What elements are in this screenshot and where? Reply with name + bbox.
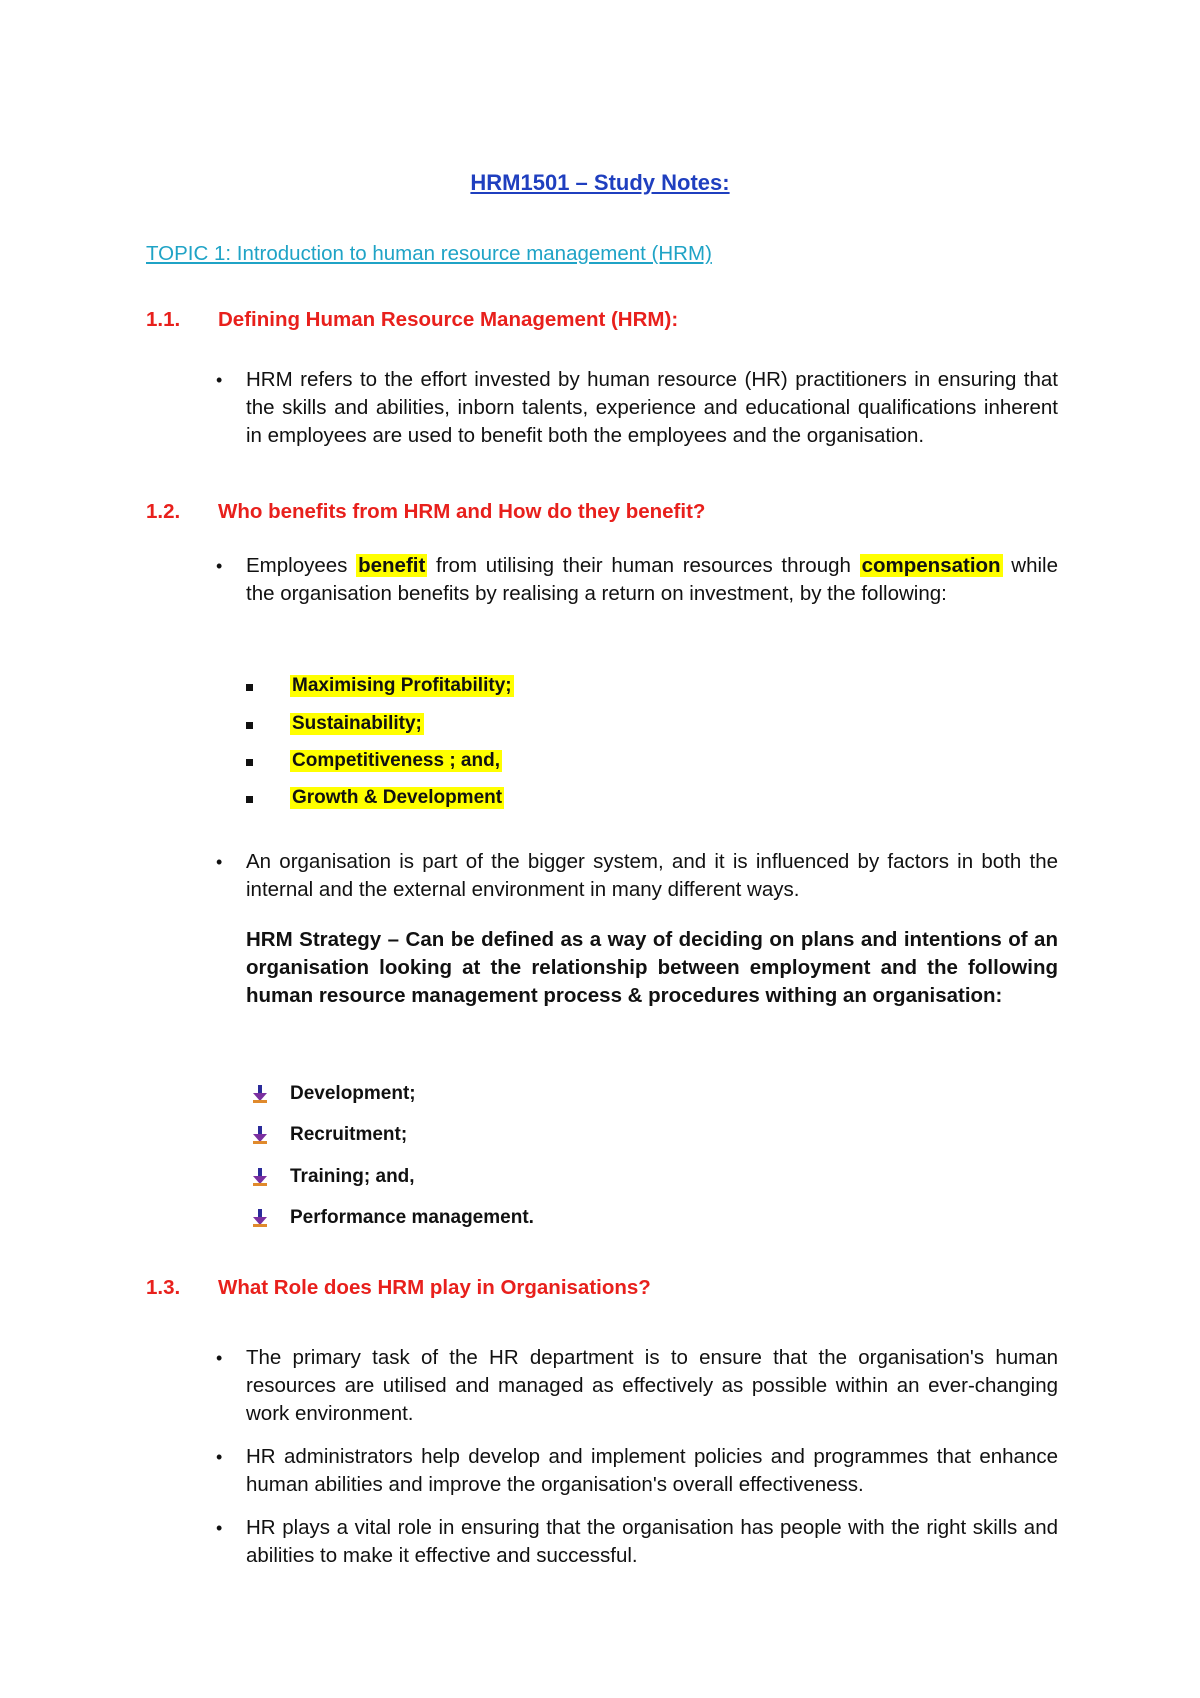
list-item-text: Development; (290, 1083, 416, 1104)
bullet-glyph: • (216, 556, 223, 576)
section-title: Defining Human Resource Management (HRM): (218, 308, 679, 331)
paragraph-who-benefits (246, 552, 1058, 608)
paragraph-hr-administrators: HR administrators help develop and implement policies and programmes that enhance human abilities and improve the organisation's overall effectiveness. (246, 1445, 1058, 1496)
paragraph-organisation-system: An organisation is part of the bigger system, and it is influenced by factors in both the internal and the external environment in many different ways. (246, 850, 1058, 901)
list-item-text: Training; and, (290, 1166, 415, 1187)
arrow-bullet-icon (252, 1168, 268, 1186)
list-item-text: Competitiveness ; and, (292, 750, 500, 771)
section-title: What Role does HRM play in Organisations? (218, 1276, 651, 1299)
list-item-text: Growth & Development (292, 787, 503, 808)
square-bullet-icon (246, 684, 253, 691)
highlighted-word: compensation (861, 554, 1001, 577)
topic-heading: TOPIC 1: Introduction to human resource management (HRM) (146, 242, 712, 265)
list-item-text: Recruitment; (290, 1124, 408, 1145)
paragraph-hrm-definition: HRM refers to the effort invested by human resource (HR) practitioners in ensuring that the skills and abilities, inborn talents, experience and educational qualifications inherent in employees are used to benefit both the employees and the organisation. (246, 368, 1058, 447)
list-item-text: Sustainability; (292, 713, 422, 734)
arrow-bullet-icon (252, 1209, 268, 1227)
hrm-strategy-definition: HRM Strategy – Can be defined as a way of deciding on plans and intentions of an organisation looking at the relationship between employment and the following human resource management process & procedures withing an organisation: (246, 928, 1058, 1007)
bullet-glyph: • (216, 1518, 223, 1538)
square-bullet-icon (246, 796, 253, 803)
bullet-glyph: • (216, 370, 223, 390)
highlighted-word: benefit (358, 554, 426, 577)
section-number: 1.3. (146, 1276, 181, 1299)
square-bullet-icon (246, 759, 253, 766)
square-bullet-icon (246, 722, 253, 729)
section-title: Who benefits from HRM and How do they benefit? (218, 500, 706, 523)
section-number: 1.1. (146, 308, 181, 331)
arrow-bullet-icon (252, 1126, 268, 1144)
text-run: Employees (246, 554, 357, 577)
bullet-glyph: • (216, 1447, 223, 1467)
section-number: 1.2. (146, 500, 181, 523)
list-item-text: Performance management. (290, 1207, 534, 1228)
bullet-glyph: • (216, 1348, 223, 1368)
paragraph-hr-primary-task: The primary task of the HR department is to ensure that the organisation's human resources are utilised and managed as effectively as possible within an ever-changing work environment. (246, 1346, 1058, 1425)
bullet-glyph: • (216, 852, 223, 872)
text-run: while the organisation benefits by realising a return on investment, by the following: (246, 554, 1058, 605)
arrow-bullet-icon (252, 1085, 268, 1103)
list-item-text: Maximising Profitability; (292, 675, 512, 696)
paragraph-hr-vital-role: HR plays a vital role in ensuring that the organisation has people with the right skills and abilities to make it effective and successful. (246, 1516, 1058, 1567)
text-run: from utilising their human resources through (427, 554, 860, 577)
document-title: HRM1501 – Study Notes: (470, 170, 730, 195)
